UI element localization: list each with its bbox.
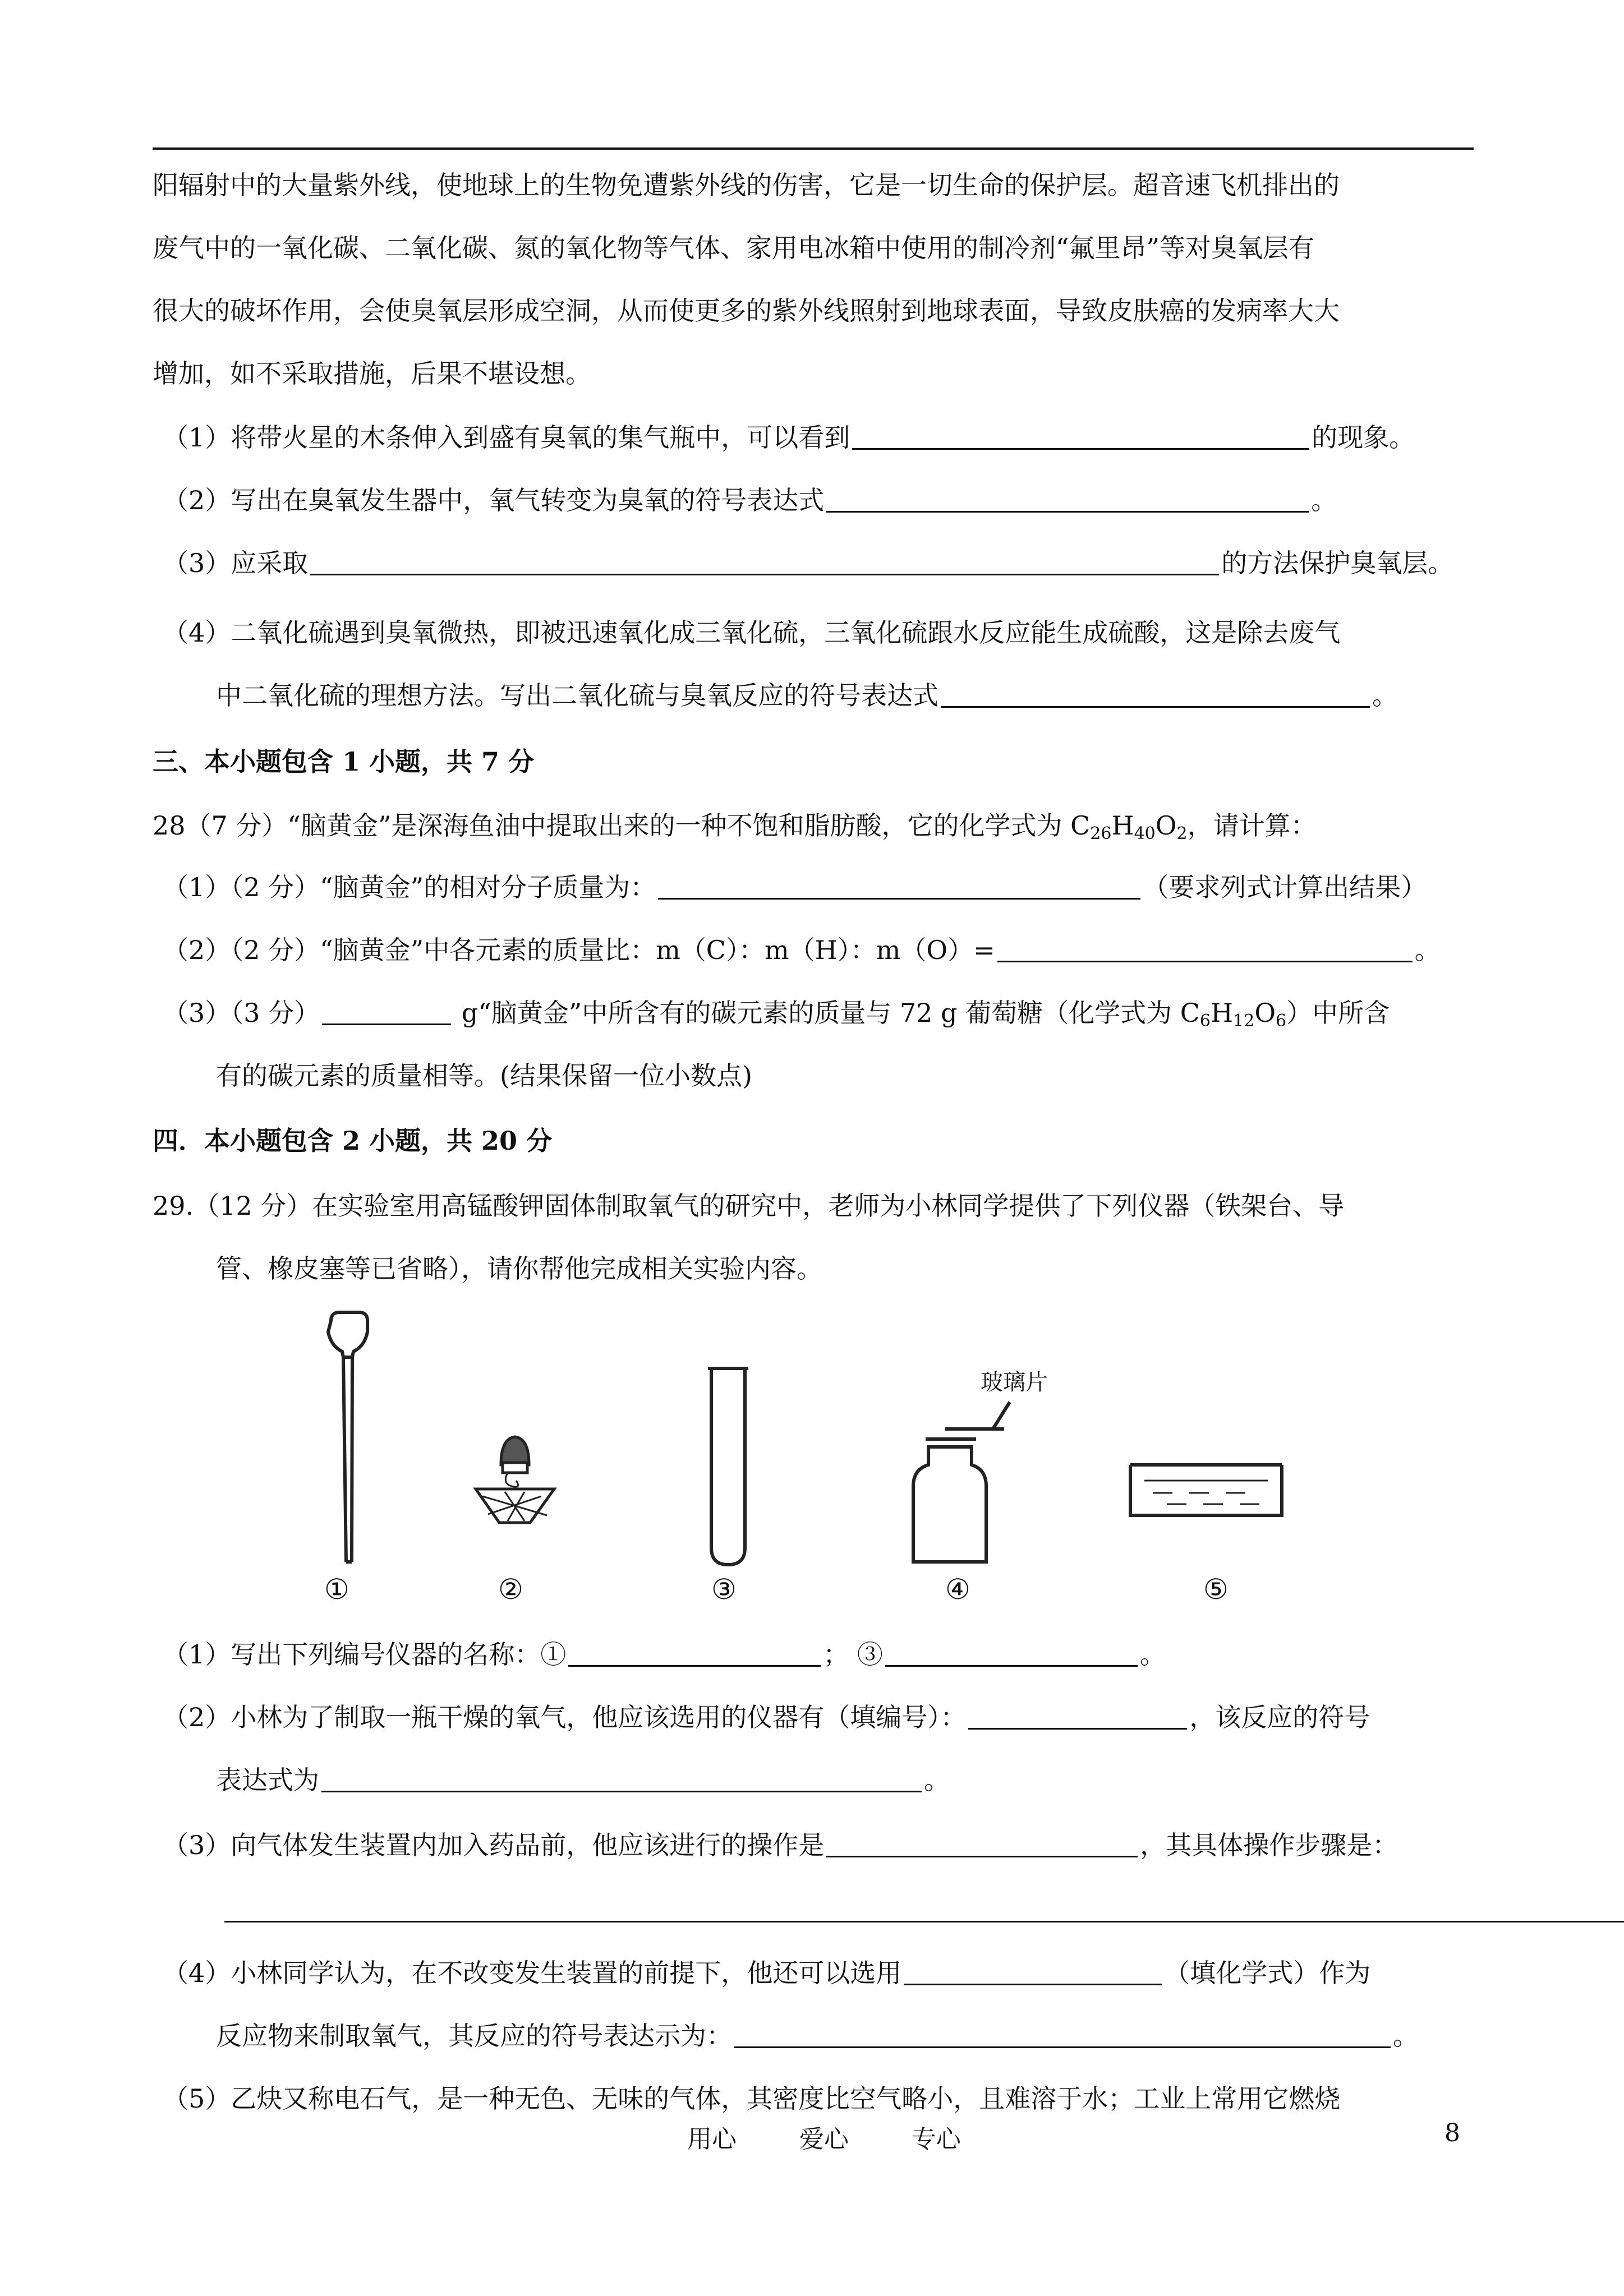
funnel-apparatus	[328, 1312, 367, 1562]
q29-s4-text: （4）小林同学认为，在不改变发生装置的前提下，他还可以选用	[163, 1958, 902, 1988]
q29-item-4	[163, 1956, 1370, 1990]
q28-s2-suffix: 。	[1414, 935, 1441, 965]
q29-intro-cont: 管、橡皮塞等已省略），请你帮他完成相关实验内容。	[216, 1253, 822, 1284]
alcohol-lamp-apparatus	[476, 1437, 554, 1523]
q29-s4-suffix: （填化学式）作为	[1164, 1958, 1371, 1988]
formula-element: O	[1155, 810, 1177, 841]
apparatus-label: ⑤	[1203, 1573, 1229, 1606]
test-tube-apparatus	[708, 1368, 748, 1565]
q28-intro-text: 28（7 分）“脑黄金”是深海鱼油中提取出来的一种不饱和脂肪酸，它的化学式为 C	[153, 810, 1091, 841]
formula-subscript: 2	[1176, 824, 1188, 843]
q29-s3-text: （3）向气体发生装置内加入药品前，他应该进行的操作是	[163, 1830, 825, 1860]
q29-s1-suffix: 。	[1139, 1639, 1166, 1670]
formula-subscript: 6	[1199, 1011, 1211, 1031]
q28-intro-suffix: ，请计算：	[1187, 810, 1317, 841]
q29-s1-text: （1）写出下列编号仪器的名称：①	[163, 1639, 567, 1670]
q29-s1-text-mid: ； ③	[823, 1639, 883, 1670]
answer-blank[interactable]	[321, 1765, 922, 1792]
q28-s3-suffix: ）中所含	[1286, 998, 1390, 1028]
section-heading: 三、本小题包含 1 小题，共 7 分	[153, 746, 535, 777]
formula-element: H	[1211, 998, 1234, 1028]
q29-s2-line2-text: 表达式为	[216, 1765, 319, 1795]
q27-s2-text: （2）写出在臭氧发生器中，氧气转变为臭氧的符号表达式	[163, 485, 825, 515]
answer-blank[interactable]	[885, 1639, 1138, 1667]
q28-s2-text: （2）（2 分）“脑黄金”中各元素的质量比：m（C）：m（H）：m（O）=	[163, 935, 995, 965]
q28-item-3-cont: 有的碳元素的质量相等。(结果保留一位小数点)	[216, 1061, 752, 1091]
q29-s2-line2-suffix: 。	[924, 1765, 950, 1795]
formula-subscript: 6	[1276, 1011, 1287, 1031]
apparatus-label: ①	[324, 1573, 349, 1606]
formula-subscript: 26	[1090, 824, 1112, 843]
formula-subscript: 40	[1134, 824, 1156, 843]
formula-subscript: 12	[1233, 1011, 1255, 1031]
formula-element: O	[1254, 998, 1276, 1028]
footer-motto: 用心 爱心 专心	[687, 2125, 961, 2154]
apparatus-label: ④	[945, 1573, 970, 1606]
answer-line[interactable]	[224, 1921, 1624, 1922]
gas-bottle-apparatus	[913, 1402, 1010, 1562]
q27-s4-text: 中二氧化硫的理想方法。写出二氧化硫与臭氧反应的符号表达式	[216, 680, 938, 711]
q28-s1-text: （1）（2 分）“脑黄金”的相对分子质量为：	[163, 872, 656, 902]
q29-s2-text: （2）小林为了制取一瓶干燥的氧气，他应该选用的仪器有（填编号）：	[163, 1702, 967, 1732]
section-heading: 四．本小题包含 2 小题，共 20 分	[153, 1126, 553, 1156]
q29-s3-suffix: ，其具体操作步骤是：	[1140, 1830, 1398, 1860]
q27-s3-suffix: 的方法保护臭氧层。	[1221, 548, 1454, 578]
q27-s4-suffix: 。	[1372, 680, 1398, 711]
q29-item-2-cont	[216, 1763, 950, 1797]
q29-item-4-cont	[216, 2019, 1419, 2053]
q27-s1-suffix: 的现象。	[1312, 422, 1415, 453]
q29-item-5: （5）乙炔又称电石气，是一种无色、无味的气体，其密度比空气略小，且难溶于水；工业上常用它燃烧	[163, 2083, 1341, 2114]
q27-s2-suffix: 。	[1311, 485, 1337, 515]
intro-line: 很大的破坏作用，会使臭氧层形成空洞，从而使更多的紫外线照射到地球表面，导致皮肤癌的发病率大大	[153, 296, 1340, 326]
answer-blank[interactable]	[826, 1830, 1138, 1857]
q27-s3-text: （3）应采取	[163, 548, 309, 578]
q29-s4-line2-suffix: 。	[1393, 2021, 1419, 2051]
q29-item-2	[163, 1700, 1370, 1734]
answer-blank[interactable]	[734, 2021, 1391, 2048]
apparatus-label: ②	[498, 1573, 523, 1606]
answer-blank[interactable]	[904, 1958, 1162, 1985]
page-number: 8	[1444, 2119, 1460, 2147]
intro-line: 阳辐射中的大量紫外线，使地球上的生物免遭紫外线的伤害，它是一切生命的保护层。超音速飞机排出的	[153, 170, 1340, 200]
intro-line: 废气中的一氧化碳、二氧化碳、氮的氧化物等气体、家用电冰箱中使用的制冷剂“氟里昂”等对臭氧层有	[153, 233, 1315, 263]
answer-blank[interactable]	[568, 1639, 821, 1667]
intro-line: 增加，如不采取措施，后果不堪设想。	[153, 358, 591, 389]
q29-intro: 29.（12 分）在实验室用高锰酸钾固体制取氧气的研究中，老师为小林同学提供了下列仪器（铁架台、导	[153, 1191, 1345, 1221]
water-trough-apparatus	[1130, 1465, 1282, 1515]
q29-item-1	[163, 1638, 1166, 1671]
apparatus-label: ③	[711, 1573, 737, 1606]
q28-s1-suffix: （要求列式计算出结果）	[1143, 872, 1427, 902]
q27-s1-text: （1）将带火星的木条伸入到盛有臭氧的集气瓶中，可以看到	[163, 422, 850, 453]
q28-s3-text-mid: g“脑黄金”中所含有的碳元素的质量与 72 g 葡萄糖（化学式为 C	[453, 998, 1200, 1028]
formula-element: H	[1111, 810, 1134, 841]
q29-s4-line2-text: 反应物来制取氧气，其反应的符号表达示为：	[216, 2021, 732, 2051]
answer-blank[interactable]	[968, 1702, 1187, 1730]
q28-s3-text: （3）（3 分）	[163, 998, 320, 1028]
q29-item-3	[163, 1828, 1398, 1862]
q29-s2-suffix: ，该反应的符号	[1189, 1702, 1370, 1732]
q27-item-4: （4）二氧化硫遇到臭氧微热，即被迅速氧化成三氧化硫，三氧化硫跟水反应能生成硫酸，这是除去废气	[163, 617, 1341, 648]
glass-plate-label: 玻璃片	[981, 1370, 1048, 1395]
